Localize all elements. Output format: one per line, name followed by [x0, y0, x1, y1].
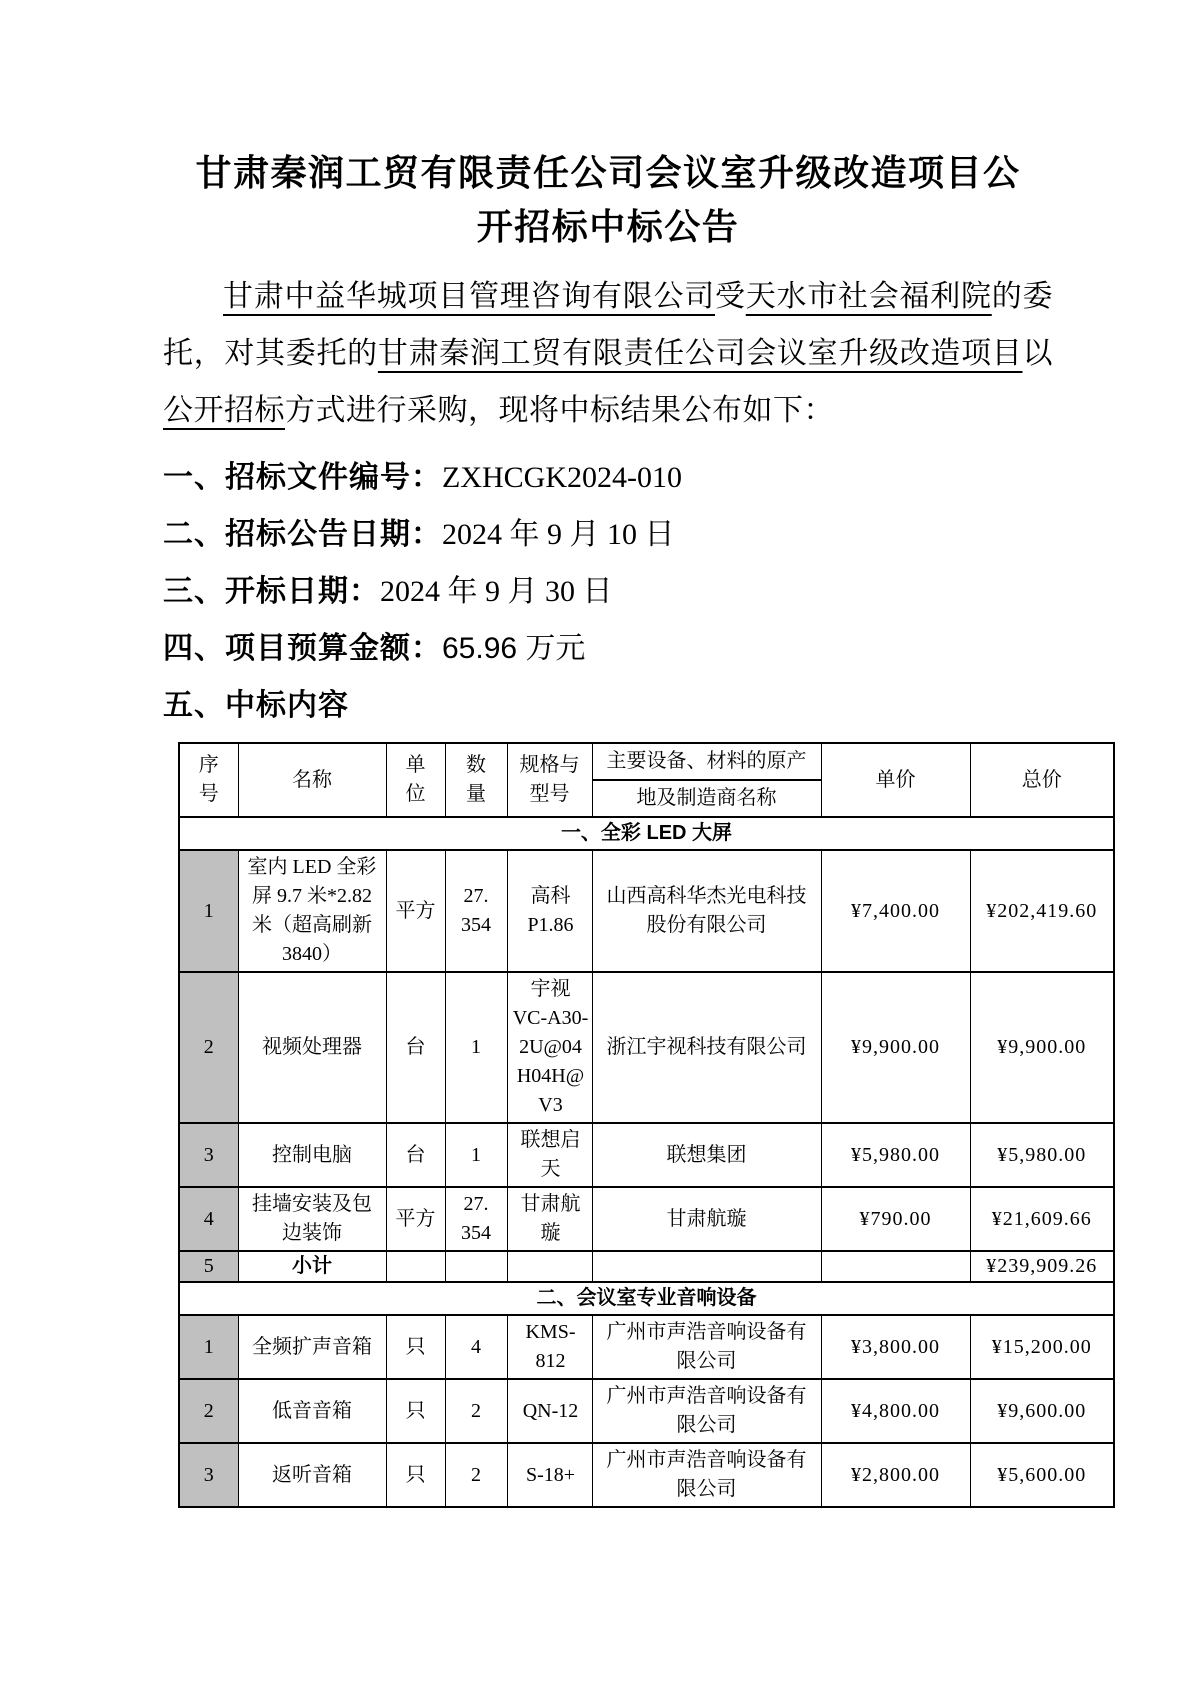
cell-unit-price: ¥4,800.00	[821, 1379, 970, 1443]
cell-total-price: ¥21,609.66	[970, 1187, 1114, 1251]
header-origin	[592, 743, 821, 817]
item-value: 2024 年 9 月 30 日	[380, 575, 613, 608]
items-list	[163, 459, 1053, 724]
cell-name	[238, 1443, 386, 1507]
section-title: 二、会议室专业音响设备	[536, 1287, 757, 1309]
item-name: 返听音箱	[272, 1463, 352, 1486]
document-title: 甘肃秦润工贸有限责任公司会议室升级改造项目公开招标中标公告	[195, 153, 1021, 247]
cell-name	[238, 1315, 386, 1379]
section-header-cell	[179, 1282, 1114, 1315]
header-total-price: 总价	[970, 743, 1114, 817]
item-value: 2024 年 9 月 10 日	[442, 518, 675, 551]
model-value: 宇视 VC-A30-2U@04H04H@V3	[512, 978, 589, 1116]
cell-qty	[445, 1251, 507, 1282]
header-origin-line2: 地及制造商名称	[636, 787, 777, 809]
cell-qty	[445, 1443, 507, 1507]
intro-segment: 甘肃中益华城项目管理咨询有限公司	[223, 280, 715, 313]
cell-qty	[445, 972, 507, 1123]
cell-total-price: ¥5,600.00	[970, 1443, 1114, 1507]
cell-unit: 平方	[386, 1187, 445, 1251]
cell-origin: 联想集团	[592, 1123, 821, 1187]
cell-origin: 甘肃航璇	[592, 1187, 821, 1251]
cell-unit: 只	[386, 1315, 445, 1379]
qty-value: 2	[471, 1463, 481, 1486]
qty-value: 1	[471, 1036, 481, 1058]
cell-model	[507, 850, 592, 972]
cell-name	[238, 1251, 386, 1282]
cell-seq: 1	[179, 1315, 238, 1379]
qty-value: 27.354	[461, 1193, 491, 1244]
item-value: 65.96 万元	[442, 632, 586, 665]
section-title: 一、全彩 LED 大屏	[560, 822, 733, 844]
header-unit	[386, 743, 445, 817]
intro-segment: 的委托，对其委托的	[163, 280, 1053, 370]
cell-unit: 台	[386, 972, 445, 1123]
cell-total-price: ¥202,419.60	[970, 850, 1114, 972]
cell-seq: 4	[179, 1187, 238, 1251]
header-unit-label: 单位	[405, 754, 426, 805]
header-seq	[179, 743, 238, 817]
cell-seq: 3	[179, 1443, 238, 1507]
qty-value: 2	[471, 1399, 481, 1422]
cell-unit-price: ¥9,900.00	[821, 972, 970, 1123]
intro-segment: 公开招标	[163, 394, 285, 427]
award-table	[178, 742, 1115, 1508]
model-value: KMS-812	[525, 1321, 576, 1372]
item-name: 小计	[292, 1255, 332, 1277]
cell-qty	[445, 850, 507, 972]
header-model	[507, 743, 592, 817]
document-content	[163, 146, 1053, 724]
cell-origin: 广州市声浩音响设备有限公司	[592, 1443, 821, 1507]
cell-seq: 2	[179, 972, 238, 1123]
cell-qty	[445, 1123, 507, 1187]
item-name: 低音音箱	[272, 1399, 352, 1422]
cell-origin: 广州市声浩音响设备有限公司	[592, 1379, 821, 1443]
qty-value: 4	[471, 1335, 481, 1358]
model-value: 联想启天	[520, 1129, 581, 1180]
cell-total-price: ¥239,909.26	[970, 1251, 1114, 1282]
cell-unit-price: ¥790.00	[821, 1187, 970, 1251]
cell-model	[507, 1379, 592, 1443]
cell-name	[238, 1379, 386, 1443]
header-qty	[445, 743, 507, 817]
model-value: 甘肃航璇	[520, 1193, 581, 1244]
intro-segment: 以	[1022, 337, 1053, 370]
intro-paragraph	[163, 268, 1053, 439]
item-label: 一、招标文件编号：	[163, 461, 442, 494]
cell-unit	[386, 1251, 445, 1282]
item-label: 三、开标日期：	[163, 575, 380, 608]
numbered-item	[163, 459, 1053, 496]
item-name: 全频扩声音箱	[252, 1335, 372, 1358]
cell-unit: 只	[386, 1443, 445, 1507]
item-label: 四、项目预算金额：	[163, 632, 442, 665]
table-row	[179, 972, 1114, 1123]
cell-origin: 广州市声浩音响设备有限公司	[592, 1315, 821, 1379]
item-name: 室内 LED 全彩屏 9.7 米*2.82 米（超高刷新 3840）	[247, 856, 377, 965]
cell-total-price: ¥5,980.00	[970, 1123, 1114, 1187]
table-row	[179, 1315, 1114, 1379]
model-value: 高科 P1.86	[527, 885, 574, 936]
cell-qty	[445, 1315, 507, 1379]
header-model-label: 规格与型号	[519, 754, 580, 805]
section-header-row	[179, 817, 1114, 850]
numbered-item	[163, 573, 1053, 610]
intro-segment: 受	[715, 280, 746, 313]
table-row	[179, 1187, 1114, 1251]
numbered-item	[163, 687, 1053, 724]
model-value: S-18+	[525, 1463, 576, 1486]
qty-value: 27.354	[461, 885, 491, 936]
numbered-item	[163, 516, 1053, 553]
qty-value: 1	[471, 1143, 481, 1166]
cell-origin	[592, 1251, 821, 1282]
cell-seq: 5	[179, 1251, 238, 1282]
cell-unit-price: ¥2,800.00	[821, 1443, 970, 1507]
header-name: 名称	[238, 743, 386, 817]
cell-model	[507, 972, 592, 1123]
item-label: 二、招标公告日期：	[163, 518, 442, 551]
table-row	[179, 1379, 1114, 1443]
table-row	[179, 850, 1114, 972]
cell-model	[507, 1187, 592, 1251]
cell-seq: 1	[179, 850, 238, 972]
header-seq-label: 序号	[198, 754, 219, 805]
cell-seq: 3	[179, 1123, 238, 1187]
model-value: QN-12	[522, 1399, 579, 1422]
cell-origin: 浙江宇视科技有限公司	[592, 972, 821, 1123]
table-row	[179, 1443, 1114, 1507]
header-origin-line1: 主要设备、材料的原产	[593, 744, 821, 781]
cell-name	[238, 1123, 386, 1187]
cell-seq: 2	[179, 1379, 238, 1443]
header-qty-label: 数量	[466, 754, 486, 805]
header-unit-price: 单价	[821, 743, 970, 817]
cell-name	[238, 1187, 386, 1251]
cell-total-price: ¥9,900.00	[970, 972, 1114, 1123]
cell-unit: 平方	[386, 850, 445, 972]
table-header-row	[179, 743, 1114, 817]
cell-origin: 山西高科华杰光电科技股份有限公司	[592, 850, 821, 972]
cell-unit-price: ¥7,400.00	[821, 850, 970, 972]
cell-unit-price: ¥5,980.00	[821, 1123, 970, 1187]
item-value: ZXHCGK2024-010	[442, 461, 682, 494]
item-name: 视频处理器	[262, 1036, 362, 1058]
cell-unit-price: ¥3,800.00	[821, 1315, 970, 1379]
cell-model	[507, 1123, 592, 1187]
item-label: 五、中标内容	[163, 689, 349, 722]
cell-unit-price	[821, 1251, 970, 1282]
cell-model	[507, 1251, 592, 1282]
table-row	[179, 1123, 1114, 1187]
cell-model	[507, 1443, 592, 1507]
section-header-row	[179, 1282, 1114, 1315]
intro-segment: 天水市社会福利院	[745, 280, 992, 313]
cell-qty	[445, 1187, 507, 1251]
cell-unit: 台	[386, 1123, 445, 1187]
cell-total-price: ¥9,600.00	[970, 1379, 1114, 1443]
table-row	[179, 1251, 1114, 1282]
item-name: 挂墙安装及包边装饰	[252, 1193, 372, 1244]
cell-name	[238, 850, 386, 972]
intro-segment: 方式进行采购，现将中标结果公布如下：	[285, 394, 834, 427]
cell-name	[238, 972, 386, 1123]
cell-model	[507, 1315, 592, 1379]
item-name: 控制电脑	[272, 1143, 352, 1166]
cell-qty	[445, 1379, 507, 1443]
section-header-cell	[179, 817, 1114, 850]
cell-total-price: ¥15,200.00	[970, 1315, 1114, 1379]
numbered-item	[163, 630, 1053, 667]
cell-unit: 只	[386, 1379, 445, 1443]
intro-segment: 甘肃秦润工贸有限责任公司会议室升级改造项目	[377, 337, 1023, 370]
